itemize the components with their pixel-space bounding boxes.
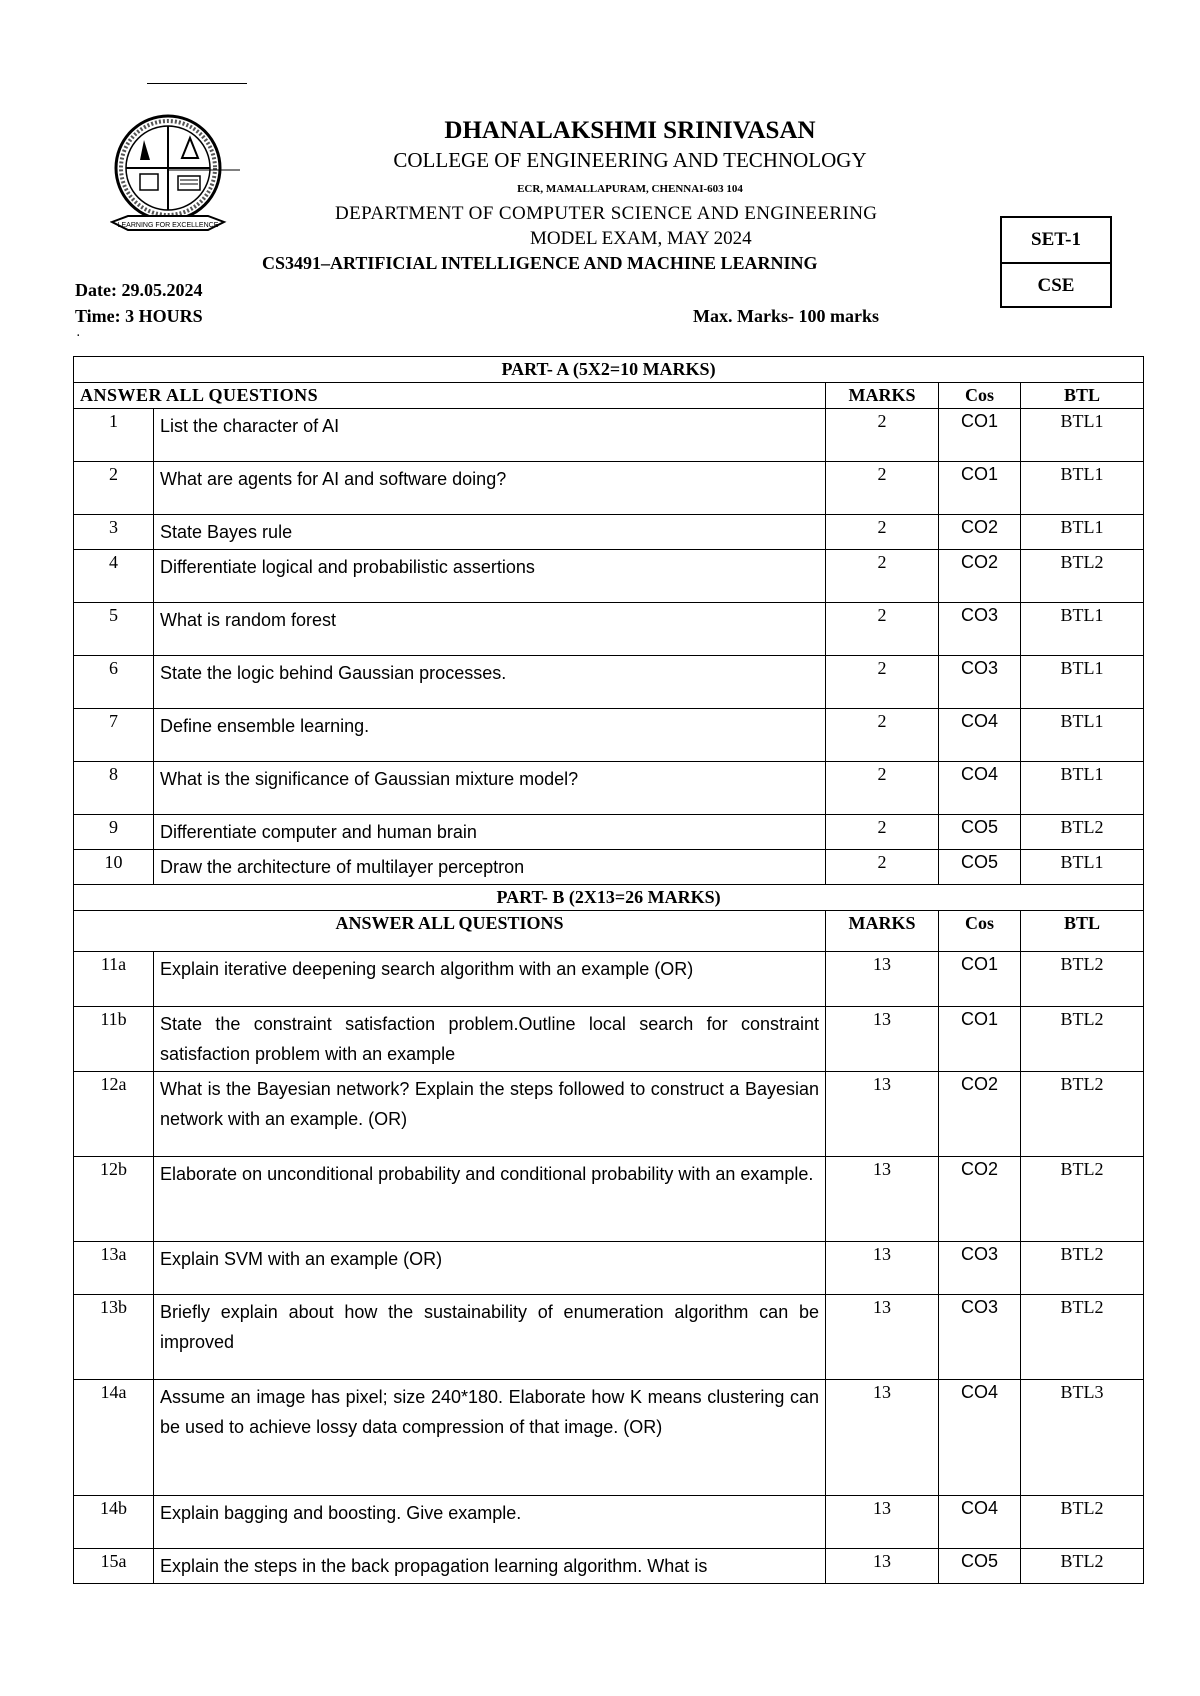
question-co: CO3 [939,603,1021,656]
question-marks: 13 [826,1380,939,1496]
question-btl: BTL1 [1021,656,1144,709]
question-text: State the logic behind Gaussian processes. [154,656,826,709]
part_b-header-row [74,911,1144,952]
question-text: Assume an image has pixel; size 240*180. Elaborate how K means clustering can be used to achieve lossy data compression of that image. (OR) [154,1380,826,1496]
question-btl: BTL2 [1021,1295,1144,1380]
question-btl: BTL2 [1021,952,1144,1007]
table-row [74,709,1144,762]
question-text: State the constraint satisfaction problem.Outline local search for constraint satisfaction problem with an example [154,1007,826,1072]
question-text: Define ensemble learning. [154,709,826,762]
header-cos: Cos [939,383,1021,409]
question-text: What is the significance of Gaussian mixture model? [154,762,826,815]
question-co: CO3 [939,1242,1021,1295]
question-co: CO2 [939,1072,1021,1157]
question-number: 12a [74,1072,154,1157]
question-co: CO4 [939,762,1021,815]
question-number: 5 [74,603,154,656]
top-rule [147,83,247,84]
question-btl: BTL1 [1021,603,1144,656]
question-text: Explain the steps in the back propagation learning algorithm. What is [154,1549,826,1584]
table-row [74,1549,1144,1584]
part_a-header-row [74,383,1144,409]
header-questions: ANSWER ALL QUESTIONS [74,383,826,409]
question-number: 6 [74,656,154,709]
table-row [74,1007,1144,1072]
question-marks: 13 [826,1242,939,1295]
question-co: CO3 [939,1295,1021,1380]
part-a-section-title: PART- A (5X2=10 MARKS) [74,357,1144,383]
table-row [74,1496,1144,1549]
header-btl: BTL [1021,911,1144,952]
college-name-line2: COLLEGE OF ENGINEERING AND TECHNOLOGY [393,148,867,172]
question-text: List the character of AI [154,409,826,462]
table-row [74,952,1144,1007]
question-marks: 2 [826,850,939,885]
stray-mark: . [77,328,80,339]
question-co: CO5 [939,815,1021,850]
question-number: 11b [74,1007,154,1072]
question-btl: BTL3 [1021,1380,1144,1496]
question-co: CO4 [939,709,1021,762]
question-marks: 2 [826,603,939,656]
question-btl: BTL1 [1021,515,1144,550]
part-b-section-title: PART- B (2X13=26 MARKS) [74,885,1144,911]
question-btl: BTL2 [1021,1007,1144,1072]
question-number: 13a [74,1242,154,1295]
question-number: 15a [74,1549,154,1584]
table-row [74,1242,1144,1295]
question-number: 11a [74,952,154,1007]
question-number: 12b [74,1157,154,1242]
question-number: 8 [74,762,154,815]
question-marks: 13 [826,1549,939,1584]
college-address: ECR, MAMALLAPURAM, CHENNAI-603 104 [517,183,743,195]
branch-label: CSE [1002,262,1110,308]
question-marks: 2 [826,815,939,850]
question-marks: 13 [826,1072,939,1157]
question-text: What are agents for AI and software doing? [154,462,826,515]
question-co: CO1 [939,409,1021,462]
table-row [74,1380,1144,1496]
question-co: CO2 [939,1157,1021,1242]
question-text: Briefly explain about how the sustainability of enumeration algorithm can be improved [154,1295,826,1380]
question-co: CO1 [939,952,1021,1007]
question-co: CO3 [939,656,1021,709]
question-marks: 13 [826,952,939,1007]
table-row [74,409,1144,462]
question-text: Differentiate computer and human brain [154,815,826,850]
college-name-line1: DHANALAKSHMI SRINIVASAN [444,117,816,144]
question-number: 7 [74,709,154,762]
question-marks: 2 [826,709,939,762]
question-marks: 2 [826,762,939,815]
part-b-section [74,885,1144,911]
question-btl: BTL1 [1021,850,1144,885]
question-text: What is the Bayesian network? Explain the steps followed to construct a Bayesian network with an example. (OR) [154,1072,826,1157]
question-co: CO1 [939,462,1021,515]
logo-motto: LEARNING FOR EXCELLENCE [117,222,219,229]
question-number: 14b [74,1496,154,1549]
question-btl: BTL1 [1021,409,1144,462]
table-row [74,815,1144,850]
table-row [74,1072,1144,1157]
set-box [1000,216,1112,308]
question-text: Explain bagging and boosting. Give example. [154,1496,826,1549]
question-text: Differentiate logical and probabilistic assertions [154,550,826,603]
question-marks: 13 [826,1496,939,1549]
question-marks: 13 [826,1007,939,1072]
question-co: CO4 [939,1380,1021,1496]
table-row [74,603,1144,656]
exam-date: Date: 29.05.2024 [75,280,203,300]
question-btl: BTL1 [1021,762,1144,815]
question-number: 2 [74,462,154,515]
table-row [74,462,1144,515]
question-btl: BTL2 [1021,1242,1144,1295]
question-btl: BTL2 [1021,1549,1144,1584]
question-btl: BTL1 [1021,709,1144,762]
question-number: 13b [74,1295,154,1380]
question-text: Explain iterative deepening search algorithm with an example (OR) [154,952,826,1007]
question-text: Elaborate on unconditional probability and conditional probability with an example. [154,1157,826,1242]
question-marks: 13 [826,1295,939,1380]
department-title: DEPARTMENT OF COMPUTER SCIENCE AND ENGINEERING [335,203,878,224]
question-text: What is random forest [154,603,826,656]
header-cos: Cos [939,911,1021,952]
question-number: 14a [74,1380,154,1496]
question-number: 10 [74,850,154,885]
exam-title: MODEL EXAM, MAY 2024 [530,228,752,249]
question-text: Explain SVM with an example (OR) [154,1242,826,1295]
question-number: 1 [74,409,154,462]
header-marks: MARKS [826,911,939,952]
table-row [74,850,1144,885]
question-text: State Bayes rule [154,515,826,550]
question-marks: 2 [826,550,939,603]
question-marks: 2 [826,515,939,550]
table-row [74,656,1144,709]
part-a-section [74,357,1144,383]
question-number: 3 [74,515,154,550]
max-marks: Max. Marks- 100 marks [693,306,879,326]
exam-time: Time: 3 HOURS [75,306,203,326]
question-number: 4 [74,550,154,603]
question-number: 9 [74,815,154,850]
table-row [74,1157,1144,1242]
header-questions: ANSWER ALL QUESTIONS [74,911,826,952]
question-text: Draw the architecture of multilayer perceptron [154,850,826,885]
question-btl: BTL2 [1021,550,1144,603]
question-co: CO2 [939,515,1021,550]
table-row [74,1295,1144,1380]
question-marks: 2 [826,656,939,709]
question-marks: 2 [826,462,939,515]
table-row [74,550,1144,603]
set-label: SET-1 [1031,229,1081,250]
question-btl: BTL2 [1021,1072,1144,1157]
question-co: CO4 [939,1496,1021,1549]
question-co: CO1 [939,1007,1021,1072]
question-co: CO5 [939,1549,1021,1584]
question-btl: BTL1 [1021,462,1144,515]
table-row [74,515,1144,550]
question-btl: BTL2 [1021,1496,1144,1549]
question-co: CO5 [939,850,1021,885]
question-marks: 13 [826,1157,939,1242]
question-marks: 2 [826,409,939,462]
header-btl: BTL [1021,383,1144,409]
question-co: CO2 [939,550,1021,603]
question-table [73,356,1144,1584]
course-title: CS3491–ARTIFICIAL INTELLIGENCE AND MACHINE LEARNING [262,253,818,273]
table-row [74,762,1144,815]
question-btl: BTL2 [1021,815,1144,850]
question-btl: BTL2 [1021,1157,1144,1242]
header-marks: MARKS [826,383,939,409]
